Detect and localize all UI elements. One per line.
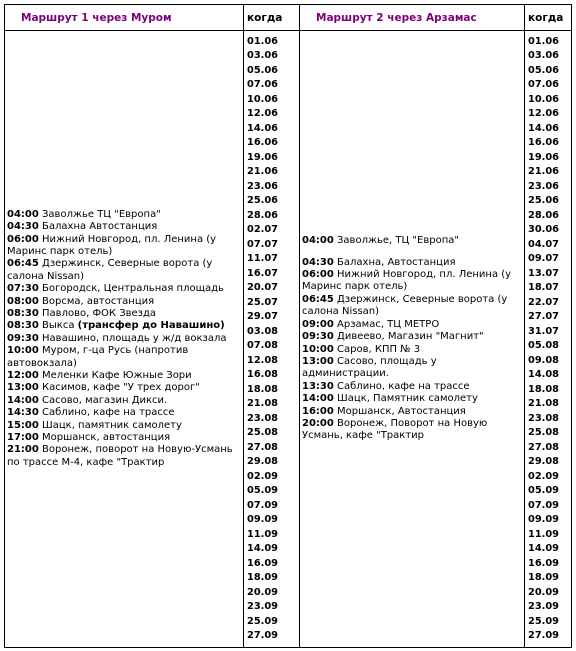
route2-stops <box>302 235 522 443</box>
date-item: 11.07 <box>247 253 278 264</box>
date-item: 16.07 <box>247 267 278 279</box>
date-item: 18.08 <box>528 383 559 395</box>
stop-item <box>7 209 241 221</box>
date-item: 25.06 <box>528 195 559 206</box>
stop-item <box>7 370 241 382</box>
stop-time: 06:45 <box>302 293 334 305</box>
date-item: 27.09 <box>247 630 278 641</box>
date-item: 21.06 <box>528 166 559 177</box>
date-item: 25.09 <box>247 615 278 627</box>
stop-time: 04:30 <box>7 221 39 233</box>
stop-item <box>302 269 522 294</box>
stop-item <box>302 393 522 405</box>
date-item: 03.06 <box>528 50 559 61</box>
body-row <box>5 31 572 648</box>
stop-item <box>7 444 241 469</box>
date-item: 23.08 <box>247 412 278 424</box>
stop-item <box>302 257 522 269</box>
date-item: 29.08 <box>247 456 278 467</box>
header-row <box>5 5 572 31</box>
date-item: 18.09 <box>247 572 278 583</box>
date-item: 03.08 <box>247 325 278 337</box>
stop-place: Шацк, Памятник самолету <box>333 393 478 405</box>
stop-item <box>7 221 241 233</box>
date-item: 28.06 <box>528 209 559 221</box>
stop-item <box>302 319 522 331</box>
routes-table <box>4 4 572 648</box>
stop-time: 13:00 <box>7 382 39 394</box>
date-item: 25.09 <box>528 615 559 627</box>
date-item: 07.09 <box>247 499 278 511</box>
stop-place: Саров, КПП № 3 <box>333 343 421 355</box>
stop-item <box>7 258 241 283</box>
stop-item <box>7 407 241 419</box>
stop-time: 08:30 <box>7 320 39 332</box>
date-item: 09.09 <box>247 514 278 525</box>
stop-place: Дзержинск, Северные ворота (у салона Nissan) <box>7 258 213 282</box>
date-item: 13.07 <box>528 267 559 279</box>
route1-title: Маршрут 1 через Муром <box>5 5 244 31</box>
date-item: 20.07 <box>247 282 278 293</box>
date-item: 05.06 <box>528 64 559 76</box>
stop-item <box>7 333 241 345</box>
stop-time: 06:00 <box>302 269 334 281</box>
date-item: 19.06 <box>247 151 278 163</box>
date-item: 02.07 <box>247 224 278 235</box>
date-item: 01.06 <box>247 35 278 47</box>
route2-dates-cell <box>525 31 572 648</box>
stop-time: 12:00 <box>7 370 39 382</box>
stop-place: Арзамас, ТЦ МЕТРО <box>333 318 440 330</box>
date-item: 14.08 <box>528 369 559 380</box>
stop-place: Балахна Автостанция <box>38 221 158 233</box>
stop-place: Шацк, памятник самолету <box>38 419 182 431</box>
stop-time: 09:30 <box>7 332 39 344</box>
stop-time: 10:00 <box>7 345 39 357</box>
date-item: 05.09 <box>247 485 278 496</box>
date-item: 29.08 <box>528 456 559 467</box>
route1-stops-cell <box>5 31 244 648</box>
date-item: 31.07 <box>528 325 559 337</box>
stop-time: 14:30 <box>7 407 39 419</box>
date-item: 05.08 <box>528 340 559 351</box>
stop-time: 14:00 <box>302 393 334 405</box>
stop-item <box>7 234 241 259</box>
date-item: 07.07 <box>247 238 278 250</box>
stop-item <box>302 381 522 393</box>
date-item: 27.08 <box>528 441 559 453</box>
stop-place: Касимов, кафе "У трех дорог" <box>38 382 200 394</box>
date-item: 16.09 <box>247 557 278 569</box>
route2-dates <box>527 35 569 644</box>
stop-item <box>7 432 241 444</box>
stop-place: Сасово, площадь у администрации. <box>302 355 437 380</box>
stop-place: Заволжье ТЦ "Европа" <box>38 208 161 220</box>
date-item: 10.06 <box>247 93 278 105</box>
date-item: 23.09 <box>247 601 278 612</box>
stop-place: Воронеж, Поворот на Новую Усмань, кафе "Трактир <box>302 417 488 442</box>
date-item: 18.09 <box>528 572 559 583</box>
stop-time: 06:00 <box>7 233 39 245</box>
stop-item <box>302 294 522 319</box>
date-item: 16.09 <box>528 557 559 569</box>
stop-item <box>302 406 522 418</box>
stop-time: 09:30 <box>302 331 334 343</box>
date-item: 10.06 <box>528 93 559 105</box>
stop-place: Ворсма, автостанция <box>38 295 155 307</box>
stop-time: 14:00 <box>7 394 39 406</box>
date-item: 02.09 <box>528 470 559 482</box>
stop-place: Нижний Новгород, пл. Ленина (у Маринс парк отель) <box>7 233 217 257</box>
date-item: 04.07 <box>528 238 559 250</box>
date-item: 12.06 <box>528 108 559 119</box>
stop-item <box>7 283 241 295</box>
date-item: 28.06 <box>247 209 278 221</box>
stop-time: 08:30 <box>7 307 39 319</box>
date-item: 09.09 <box>528 514 559 525</box>
date-item: 09.07 <box>528 253 559 264</box>
stop-place: Павлово, ФОК Звезда <box>38 307 157 319</box>
date-item: 23.09 <box>528 601 559 612</box>
stop-time: 13:00 <box>302 355 334 367</box>
date-item: 27.07 <box>528 311 559 322</box>
date-item: 20.09 <box>247 586 278 598</box>
stop-item <box>7 395 241 407</box>
date-item: 14.06 <box>247 122 278 134</box>
stop-time: 20:00 <box>302 417 334 429</box>
date-item: 07.09 <box>528 499 559 511</box>
date-item: 20.09 <box>528 586 559 598</box>
stop-time: 06:45 <box>7 258 39 270</box>
date-item: 14.09 <box>247 543 278 554</box>
stop-time: 08:00 <box>7 295 39 307</box>
stop-place: Саблино, кафе на трассе <box>38 407 175 419</box>
date-item: 23.06 <box>247 180 278 192</box>
stop-item <box>302 235 522 247</box>
route1-when-label: когда <box>244 5 300 31</box>
date-item: 11.09 <box>528 528 559 540</box>
date-item: 21.08 <box>528 398 559 409</box>
stop-item <box>7 345 241 370</box>
stop-place: Моршанск, Автостанция <box>333 405 466 417</box>
date-item: 23.06 <box>528 180 559 192</box>
date-item: 29.07 <box>247 311 278 322</box>
stop-time: 04:00 <box>302 235 334 247</box>
date-item: 14.09 <box>528 543 559 554</box>
stop-place: Нижний Новгород, пл. Ленина (у Маринс парк отель) <box>302 269 512 293</box>
stop-place: Воронеж, поворот на Новую-Усмань по трассе М-4, кафе "Трактир <box>7 444 233 468</box>
stop-item <box>7 320 241 332</box>
date-item: 25.06 <box>247 195 278 206</box>
date-item: 30.06 <box>528 224 559 235</box>
date-item: 21.08 <box>247 398 278 409</box>
stop-time: 07:30 <box>7 283 39 295</box>
route2-when-label: когда <box>525 5 572 31</box>
stop-time: 17:00 <box>7 432 39 444</box>
stop-time: 21:00 <box>7 444 39 456</box>
date-item: 18.08 <box>247 383 278 395</box>
stop-time: 10:00 <box>302 343 334 355</box>
date-item: 05.09 <box>528 485 559 496</box>
date-item: 25.08 <box>247 427 278 438</box>
date-item: 05.06 <box>247 64 278 76</box>
stop-place: Богородск, Центральная площадь <box>38 283 224 295</box>
stop-item <box>7 382 241 394</box>
date-item: 07.06 <box>528 79 559 90</box>
stop-place: Моршанск, автостанция <box>38 432 171 444</box>
stop-item <box>302 331 522 343</box>
stop-place: Выкса <box>38 320 78 332</box>
stop-place: Сасово, магазин Дикси. <box>38 394 168 406</box>
stop-place: Дивеево, Магазин "Магнит" <box>333 331 484 343</box>
date-item: 19.06 <box>528 151 559 163</box>
stop-place: Балахна, Автостанция <box>333 256 456 268</box>
date-item: 16.06 <box>528 137 559 148</box>
stop-item <box>7 420 241 432</box>
date-item: 16.06 <box>247 137 278 148</box>
date-item: 09.08 <box>528 354 559 366</box>
stop-item <box>302 356 522 381</box>
route2-title: Маршрут 2 через Арзамас <box>300 5 525 31</box>
date-item: 25.08 <box>528 427 559 438</box>
date-item: 18.07 <box>528 282 559 293</box>
date-item: 16.08 <box>247 369 278 380</box>
date-item: 03.06 <box>247 50 278 61</box>
route1-dates <box>246 35 297 644</box>
stop-time: 04:30 <box>302 256 334 268</box>
stop-item <box>302 418 522 443</box>
date-item: 23.08 <box>528 412 559 424</box>
stop-time: 13:30 <box>302 380 334 392</box>
date-item: 07.06 <box>247 79 278 90</box>
stop-time: 09:00 <box>302 318 334 330</box>
stop-place: Саблино, кафе на трассе <box>333 380 470 392</box>
stop-place: Меленки Кафе Южные Зори <box>38 370 192 382</box>
stop-place: Навашино, площадь у ж/д вокзала <box>38 332 227 344</box>
date-item: 12.08 <box>247 354 278 366</box>
date-item: 07.08 <box>247 340 278 351</box>
date-item: 02.09 <box>247 470 278 482</box>
stop-time: 15:00 <box>7 419 39 431</box>
date-item: 12.06 <box>247 108 278 119</box>
route1-dates-cell <box>244 31 300 648</box>
date-item: 01.06 <box>528 35 559 47</box>
date-item: 22.07 <box>528 296 559 308</box>
stop-place: Заволжье, ТЦ "Европа" <box>333 235 459 247</box>
stop-item <box>302 344 522 356</box>
stop-place: Муром, г-ца Русь (напротив автовокзала) <box>7 345 189 369</box>
stop-item <box>7 308 241 320</box>
date-item: 14.06 <box>528 122 559 134</box>
date-item: 25.07 <box>247 296 278 308</box>
route1-stops <box>7 209 241 470</box>
route2-stops-cell <box>300 31 525 648</box>
date-item: 27.09 <box>528 630 559 641</box>
stop-time: 16:00 <box>302 405 334 417</box>
stop-item <box>7 296 241 308</box>
date-item: 21.06 <box>247 166 278 177</box>
date-item: 11.09 <box>247 528 278 540</box>
stop-time: 04:00 <box>7 208 39 220</box>
stop-place: Дзержинск, Северные ворота (у салона Nissan) <box>302 293 508 318</box>
stop-note: (трансфер до Навашино) <box>77 320 225 332</box>
date-item: 27.08 <box>247 441 278 453</box>
